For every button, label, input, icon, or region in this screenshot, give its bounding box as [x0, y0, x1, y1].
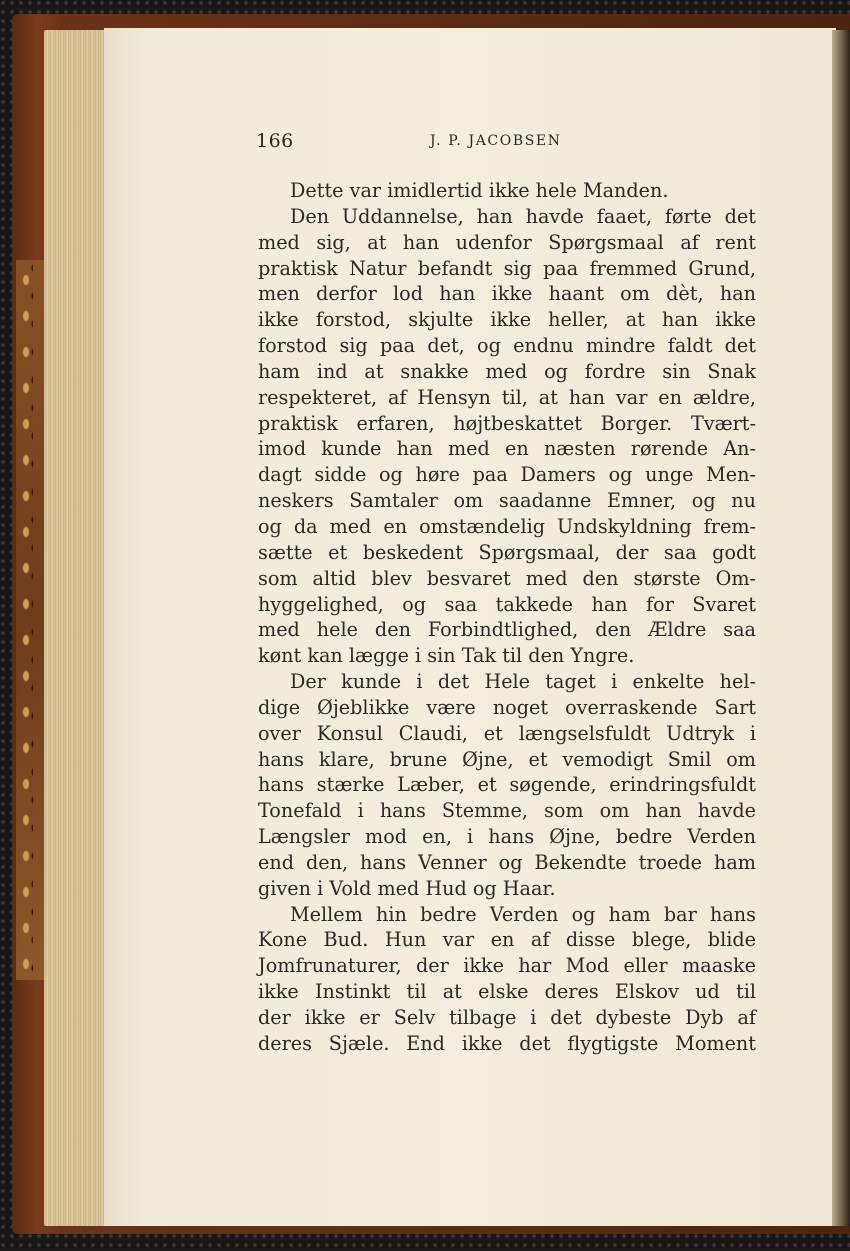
- text-line: med hele den Forbindtlighed, den Ældre saa: [258, 618, 756, 642]
- text-line: Kone Bud. Hun var en af disse blege, blide: [258, 928, 756, 952]
- text-line: praktisk Natur befandt sig paa fremmed Grund,: [258, 256, 756, 280]
- text-line: dige Øjeblikke være noget overraskende Sart: [258, 695, 756, 719]
- text-line: sætte et beskedent Spørgsmaal, der saa godt: [258, 540, 756, 564]
- text-line: kønt kan lægge i sin Tak til den Yngre.: [258, 644, 635, 668]
- text-line: og da med en omstændelig Undskyldning frem-: [258, 514, 756, 538]
- page-gutter-shadow: [832, 30, 850, 1226]
- text-line: men derfor lod han ikke haant om dèt, han: [258, 282, 756, 306]
- body-text: [258, 178, 756, 1057]
- page-number: 166: [256, 130, 294, 152]
- text-line: ham ind at snakke med og fordre sin Snak: [258, 359, 756, 383]
- text-line: Mellem hin bedre Verden og ham bar hans: [290, 902, 756, 926]
- text-line: hyggelighed, og saa takkede han for Svaret: [258, 592, 756, 616]
- text-line: ikke Instinkt til at elske deres Elskov ud til: [258, 980, 756, 1004]
- text-line: med sig, at han udenfor Spørgsmaal af rent: [258, 230, 756, 254]
- text-line: Længsler mod en, i hans Øjne, bedre Verden: [258, 825, 756, 849]
- text-line: Der kunde i det Hele taget i enkelte hel-: [290, 670, 756, 694]
- text-line: ikke forstod, skjulte ikke heller, at han ikke: [258, 308, 756, 332]
- text-line: der ikke er Selv tilbage i det dybeste Dyb af: [258, 1006, 756, 1029]
- text-line: Dette var imidlertid ikke hele Manden.: [290, 179, 669, 202]
- text-line: over Konsul Claudi, et længselsfuldt Udtryk i: [258, 721, 756, 745]
- running-title: J. P. JACOBSEN: [430, 133, 562, 149]
- text-line: Den Uddannelse, han havde faaet, førte det: [290, 204, 756, 228]
- page-edges: [44, 30, 110, 1226]
- text-line: Tonefald i hans Stemme, som om han havde: [258, 799, 756, 823]
- text-line: praktisk erfaren, højtbeskattet Borger. Tvært-: [258, 411, 756, 435]
- text-line: imod kunde han med en næsten rørende An-: [258, 437, 756, 461]
- text-line: som altid blev besvaret med den største Om-: [258, 566, 756, 590]
- text-line: end den, hans Venner og Bekendte troede ham: [258, 850, 756, 874]
- text-line: dagt sidde og høre paa Damers og unge Men-: [258, 463, 756, 487]
- text-line: Jomfrunaturer, der ikke har Mod eller maaske: [258, 954, 756, 978]
- text-line: hans klare, brune Øjne, et vemodigt Smil om: [258, 747, 756, 771]
- page-header: [256, 130, 756, 156]
- text-line: deres Sjæle. End ikke det flygtigste Moment: [258, 1031, 756, 1055]
- text-line: given i Vold med Hud og Haar.: [258, 876, 556, 900]
- text-line: hans stærke Læber, et søgende, erindringsfuldt: [258, 773, 756, 797]
- text-line: respekteret, af Hensyn til, at han var en ældre,: [258, 385, 756, 409]
- text-line: neskers Samtaler om saadanne Emner, og nu: [258, 489, 756, 513]
- text-line: forstod sig paa det, og endnu mindre faldt det: [258, 334, 756, 358]
